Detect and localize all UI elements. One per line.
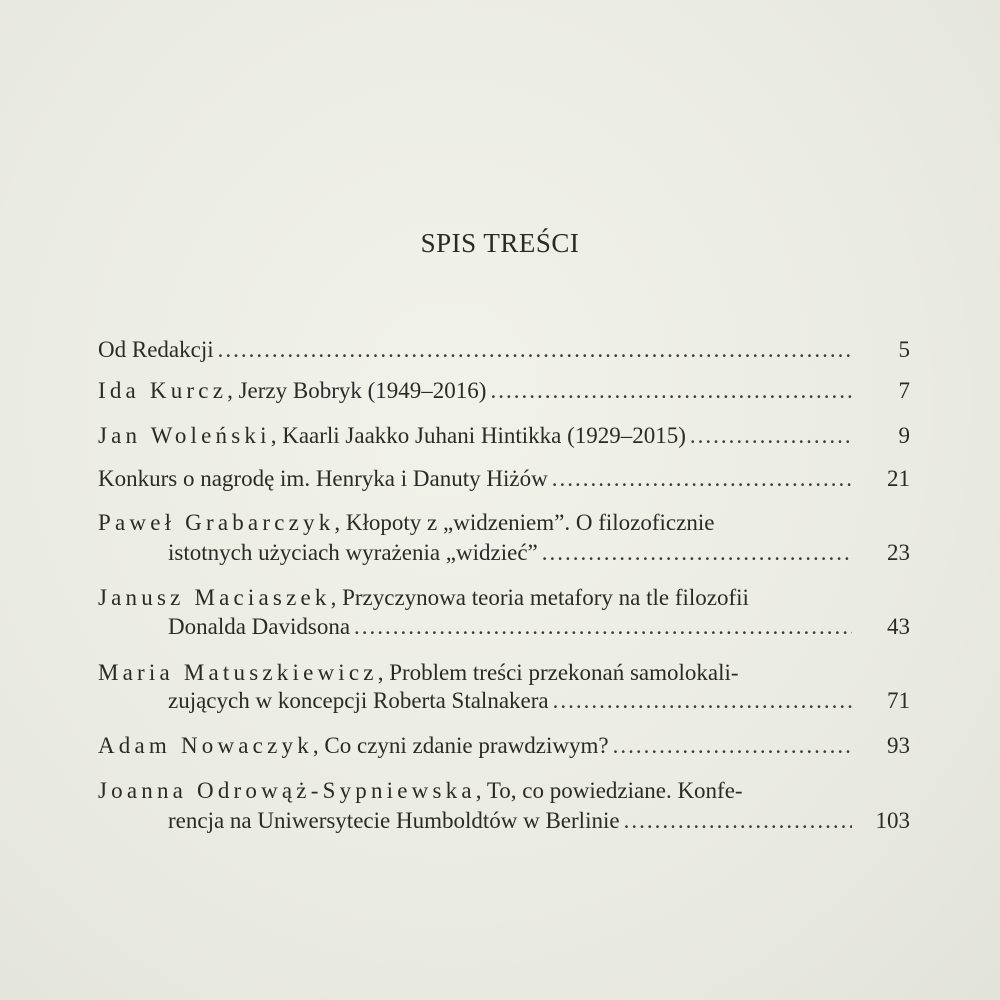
entry-title: , Problem treści przekonań samolokali- <box>377 660 739 685</box>
dot-leader <box>490 378 852 404</box>
page-number: 93 <box>887 733 910 758</box>
page-number: 103 <box>875 808 910 833</box>
toc-entry <box>98 733 910 767</box>
dot-leader <box>542 540 852 566</box>
page-number: 43 <box>887 614 910 639</box>
toc-entry <box>98 466 910 500</box>
page-title: SPIS TREŚCI <box>420 228 580 258</box>
toc-entry-line-1 <box>98 778 910 812</box>
toc-entry <box>98 337 910 371</box>
toc-entry-line-2 <box>168 688 910 722</box>
page-number: 23 <box>887 540 910 565</box>
dot-leader <box>553 688 852 714</box>
page-number: 9 <box>898 423 910 448</box>
toc-entry-line-2 <box>168 808 910 842</box>
toc-entry-line-2 <box>168 614 910 648</box>
entry-title: Od Redakcji <box>98 337 214 362</box>
entry-title-continued: zujących w koncepcji Roberta Stalnakera <box>168 688 549 713</box>
entry-title-continued: rencja na Uniwersytecie Humboldtów w Berlinie <box>168 808 620 833</box>
page-number: 5 <box>898 337 910 362</box>
page-number: 7 <box>898 378 910 403</box>
entry-author: Maria Matuszkiewicz <box>98 660 378 685</box>
entry-title-continued: istotnych użyciach wyrażenia „widzieć” <box>168 540 538 565</box>
entry-title: , Przyczynowa teoria metafory na tle filozofii <box>330 585 749 610</box>
entry-title: , Co czyni zdanie prawdziwym? <box>312 733 609 758</box>
entry-title: , Kaarli Jaakko Juhani Hintikka (1929–2015) <box>270 423 686 448</box>
dot-leader <box>613 733 852 759</box>
page-number: 21 <box>887 466 910 491</box>
toc-entry-line-1 <box>98 510 910 544</box>
entry-author: Janusz Maciaszek <box>98 585 331 610</box>
entry-author: Ida Kurcz <box>98 378 228 403</box>
dot-leader <box>690 423 852 449</box>
entry-title-continued: Donalda Davidsona <box>168 614 351 639</box>
toc-entry <box>98 378 910 412</box>
dot-leader <box>354 614 852 640</box>
toc-entry-line-2 <box>168 540 910 574</box>
page-number: 71 <box>887 688 910 713</box>
dot-leader <box>218 337 852 363</box>
entry-author: Jan Woleński <box>98 423 271 448</box>
dot-leader <box>552 466 852 492</box>
entry-author: Joanna Odrowąż-Sypniewska <box>98 778 476 803</box>
entry-title: , Kłopoty z „widzeniem”. O filozoficznie <box>334 510 715 535</box>
entry-title: Konkurs o nagrodę im. Henryka i Danuty Hiżów <box>98 466 548 491</box>
entry-author: Adam Nowaczyk <box>98 733 313 758</box>
dot-leader <box>624 808 852 834</box>
entry-author: Paweł Grabarczyk <box>98 510 335 535</box>
toc-entry <box>98 423 910 457</box>
entry-title: , Jerzy Bobryk (1949–2016) <box>227 378 487 403</box>
entry-title: , To, co powiedziane. Konfe- <box>475 778 743 803</box>
